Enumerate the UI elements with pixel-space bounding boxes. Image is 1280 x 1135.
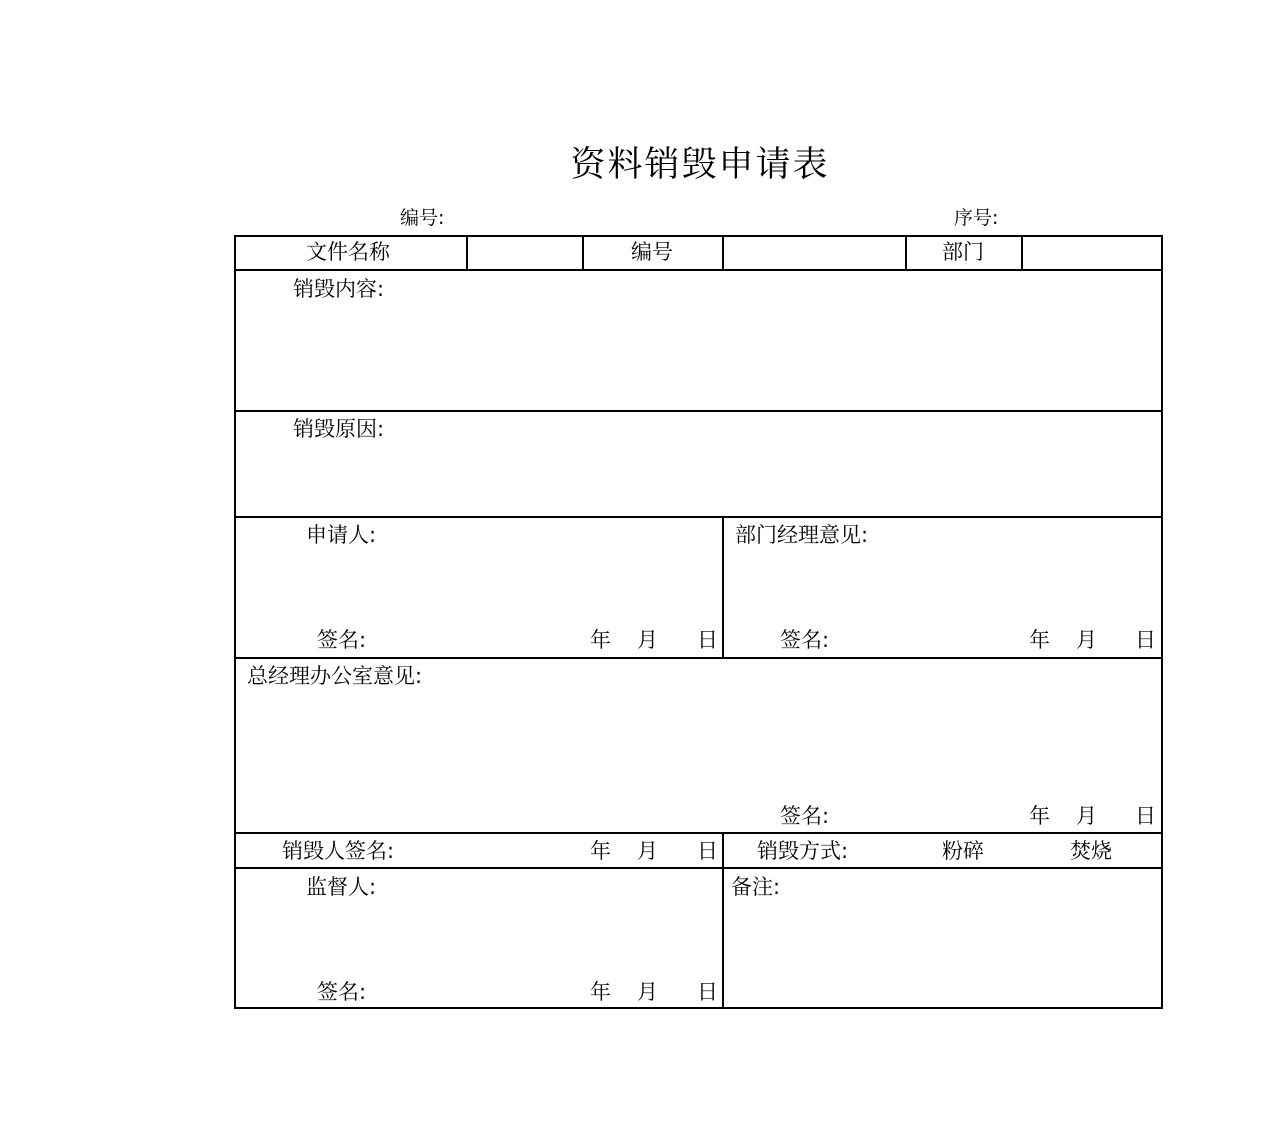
department-field[interactable] [1023,237,1161,269]
row-divider [234,269,1163,271]
row-divider [234,867,1163,869]
applicant-label: 申请人: [306,523,377,547]
col-divider [722,516,724,658]
gm-office-opinion-label: 总经理办公室意见: [247,664,423,688]
col-divider [722,832,724,1009]
day-label: 日 [697,839,718,863]
year-label: 年 [590,839,611,863]
destroyer-signature-label: 销毁人签名: [282,839,395,863]
day-label: 日 [697,980,718,1004]
year-label: 年 [590,980,611,1004]
supervisor-label: 监督人: [306,875,377,899]
year-label: 年 [590,628,611,652]
destroy-reason-label: 销毁原因: [293,417,385,441]
file-name-field[interactable] [468,237,581,269]
dept-manager-opinion-label: 部门经理意见: [735,523,869,547]
number-field[interactable] [724,237,904,269]
manager-signature-label: 签名: [780,628,830,652]
serial-number-label: 编号: [400,207,445,229]
remarks-label: 备注: [731,875,781,899]
month-label: 月 [637,628,658,652]
gm-signature-label: 签名: [780,804,830,828]
col-divider [582,235,584,270]
file-name-header: 文件名称 [306,240,390,264]
department-header: 部门 [942,240,984,264]
applicant-signature-label: 签名: [317,628,367,652]
method-option-burn[interactable]: 焚烧 [1070,839,1112,863]
day-label: 日 [1135,804,1156,828]
row-divider [234,410,1163,412]
month-label: 月 [637,839,658,863]
destroy-method-label: 销毁方式: [757,839,849,863]
destroy-content-label: 销毁内容: [293,277,385,301]
row-divider [234,657,1163,659]
number-header: 编号 [631,240,673,264]
form-title: 资料销毁申请表 [570,145,830,185]
month-label: 月 [1076,628,1097,652]
year-label: 年 [1029,628,1050,652]
row-divider [234,516,1163,518]
month-label: 月 [1076,804,1097,828]
row-divider [234,832,1163,834]
method-option-shred[interactable]: 粉碎 [942,839,984,863]
year-label: 年 [1029,804,1050,828]
month-label: 月 [637,980,658,1004]
day-label: 日 [697,628,718,652]
sequence-number-label: 序号: [954,207,999,229]
day-label: 日 [1135,628,1156,652]
supervisor-signature-label: 签名: [317,980,367,1004]
col-divider [905,235,907,270]
